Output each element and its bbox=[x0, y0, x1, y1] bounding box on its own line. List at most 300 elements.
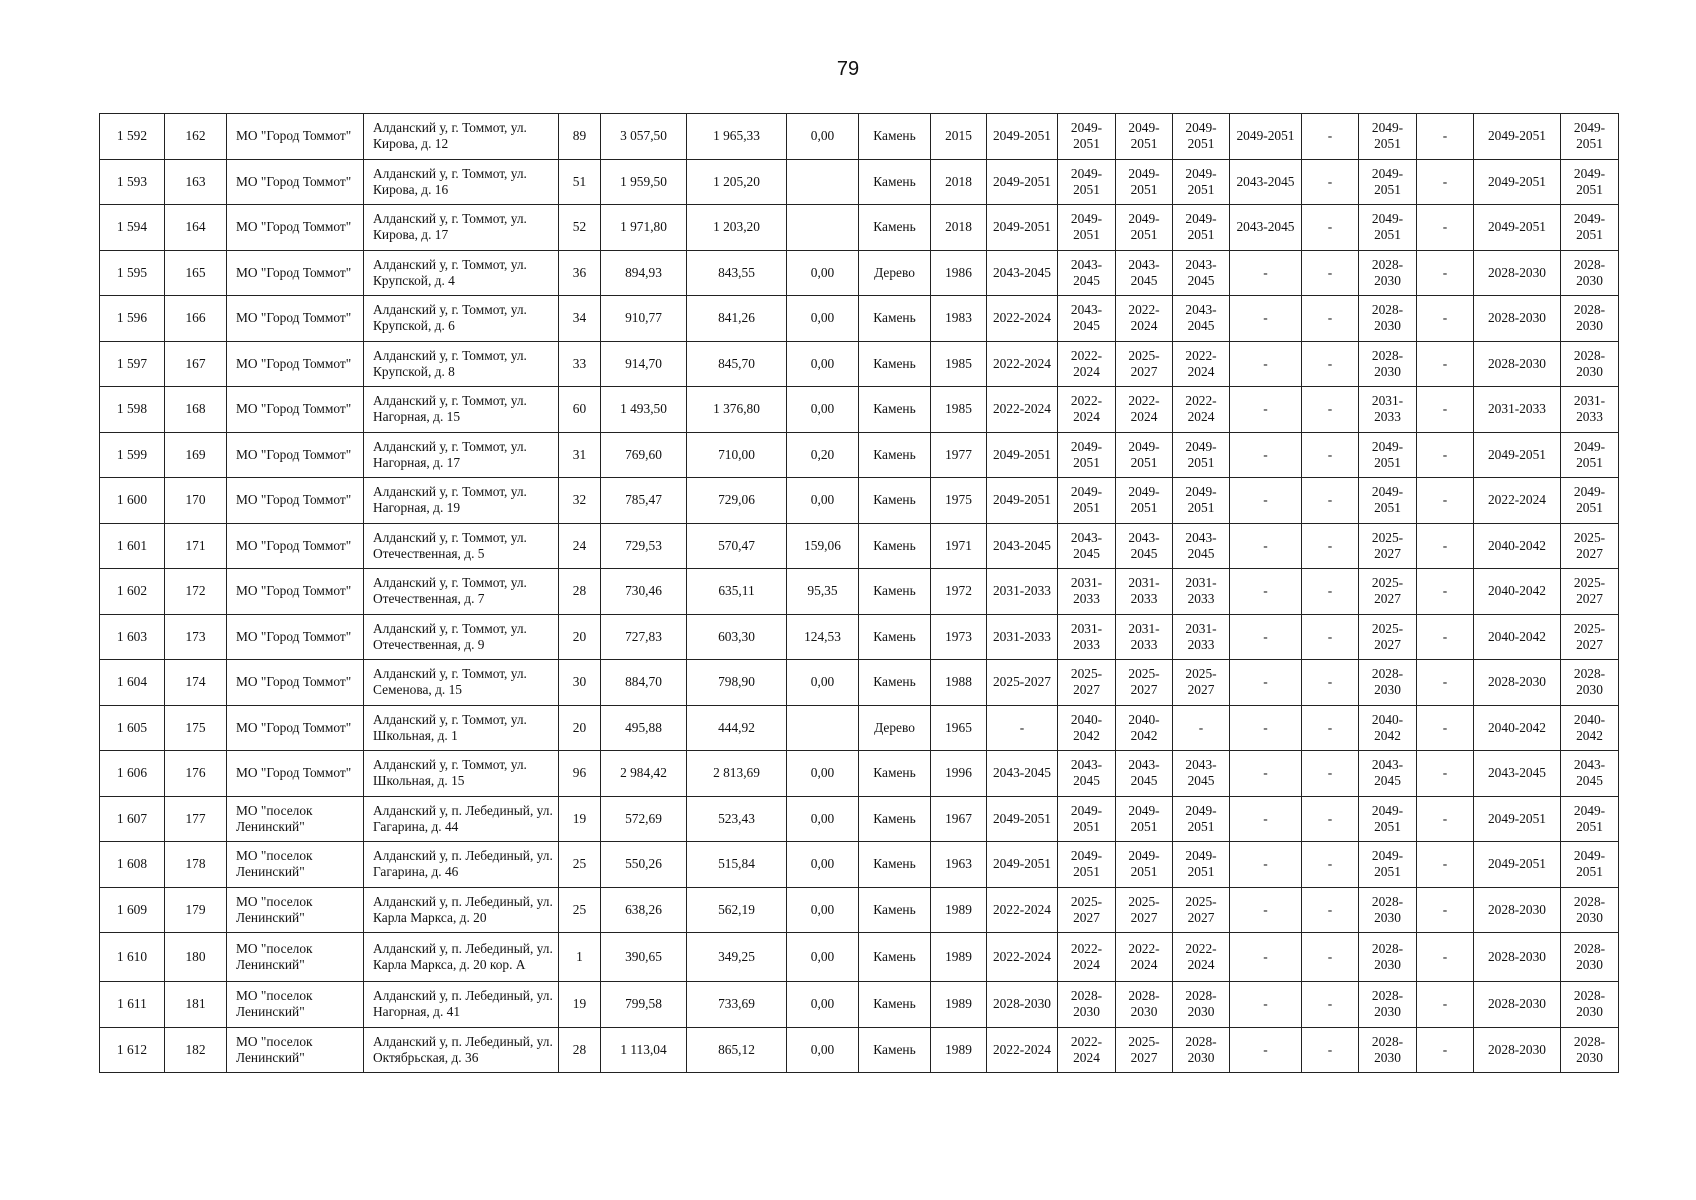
cell-row-total-number: 1 593 bbox=[100, 159, 165, 205]
cell-living-area: 444,92 bbox=[687, 705, 787, 751]
cell-period-3: 2031-2033 bbox=[1116, 569, 1173, 615]
cell-living-area: 562,19 bbox=[687, 887, 787, 933]
cell-municipality-name: МО "Город Томмот" bbox=[227, 751, 364, 797]
cell-period-4: 2022-2024 bbox=[1173, 341, 1230, 387]
cell-period-2: 2025-2027 bbox=[1058, 887, 1116, 933]
cell-row-local-number: 181 bbox=[165, 982, 227, 1028]
cell-period-7: 2028-2030 bbox=[1359, 250, 1417, 296]
table-row bbox=[100, 523, 1619, 569]
cell-row-local-number: 163 bbox=[165, 159, 227, 205]
cell-year-built: 1983 bbox=[931, 296, 987, 342]
cell-period-7: 2049-2051 bbox=[1359, 796, 1417, 842]
cell-period-8: - bbox=[1417, 614, 1474, 660]
cell-period-1: 2049-2051 bbox=[987, 205, 1058, 251]
cell-living-area: 515,84 bbox=[687, 842, 787, 888]
cell-period-5: - bbox=[1230, 296, 1302, 342]
cell-period-8: - bbox=[1417, 887, 1474, 933]
table-row bbox=[100, 250, 1619, 296]
cell-municipality-name: МО "Город Томмот" bbox=[227, 660, 364, 706]
cell-period-7: 2043-2045 bbox=[1359, 751, 1417, 797]
cell-total-area: 785,47 bbox=[601, 478, 687, 524]
cell-residents: 28 bbox=[559, 1027, 601, 1073]
cell-municipality-name: МО "поселок Ленинский" bbox=[227, 982, 364, 1028]
cell-period-3: 2025-2027 bbox=[1116, 887, 1173, 933]
cell-row-local-number: 177 bbox=[165, 796, 227, 842]
table-row bbox=[100, 569, 1619, 615]
cell-year-built: 2018 bbox=[931, 205, 987, 251]
cell-wall-material: Камень bbox=[859, 296, 931, 342]
cell-living-area: 865,12 bbox=[687, 1027, 787, 1073]
cell-period-6: - bbox=[1302, 114, 1359, 160]
cell-period-3: 2022-2024 bbox=[1116, 933, 1173, 982]
cell-period-9: 2028-2030 bbox=[1474, 933, 1561, 982]
cell-period-6: - bbox=[1302, 751, 1359, 797]
cell-period-1: 2028-2030 bbox=[987, 982, 1058, 1028]
cell-period-2: 2028-2030 bbox=[1058, 982, 1116, 1028]
cell-period-5: 2049-2051 bbox=[1230, 114, 1302, 160]
cell-total-area: 727,83 bbox=[601, 614, 687, 660]
cell-period-2: 2031-2033 bbox=[1058, 569, 1116, 615]
cell-period-1: 2043-2045 bbox=[987, 751, 1058, 797]
cell-year-built: 1985 bbox=[931, 341, 987, 387]
cell-address: Алданский у, г. Томмот, ул. Нагорная, д. 17 bbox=[364, 432, 559, 478]
cell-row-local-number: 166 bbox=[165, 296, 227, 342]
cell-living-area: 733,69 bbox=[687, 982, 787, 1028]
cell-period-4: 2031-2033 bbox=[1173, 614, 1230, 660]
cell-row-local-number: 173 bbox=[165, 614, 227, 660]
cell-period-5: - bbox=[1230, 523, 1302, 569]
cell-period-1: 2022-2024 bbox=[987, 1027, 1058, 1073]
cell-period-9: 2049-2051 bbox=[1474, 432, 1561, 478]
cell-year-built: 1973 bbox=[931, 614, 987, 660]
cell-wall-material: Камень bbox=[859, 842, 931, 888]
cell-period-3: 2022-2024 bbox=[1116, 387, 1173, 433]
table-row bbox=[100, 751, 1619, 797]
cell-period-2: 2049-2051 bbox=[1058, 114, 1116, 160]
cell-year-built: 1986 bbox=[931, 250, 987, 296]
cell-period-8: - bbox=[1417, 250, 1474, 296]
cell-living-area: 1 376,80 bbox=[687, 387, 787, 433]
cell-row-local-number: 182 bbox=[165, 1027, 227, 1073]
cell-period-9: 2028-2030 bbox=[1474, 1027, 1561, 1073]
cell-period-6: - bbox=[1302, 1027, 1359, 1073]
cell-period-4: 2049-2051 bbox=[1173, 114, 1230, 160]
cell-total-area: 729,53 bbox=[601, 523, 687, 569]
cell-period-6: - bbox=[1302, 296, 1359, 342]
cell-area-value: 0,00 bbox=[787, 887, 859, 933]
cell-period-10: 2031-2033 bbox=[1561, 387, 1619, 433]
cell-address: Алданский у, г. Томмот, ул. Отечественная, д. 9 bbox=[364, 614, 559, 660]
table-row bbox=[100, 660, 1619, 706]
cell-area-value: 159,06 bbox=[787, 523, 859, 569]
cell-period-3: 2043-2045 bbox=[1116, 523, 1173, 569]
cell-total-area: 572,69 bbox=[601, 796, 687, 842]
cell-wall-material: Дерево bbox=[859, 705, 931, 751]
cell-period-4: 2049-2051 bbox=[1173, 159, 1230, 205]
cell-municipality-name: МО "Город Томмот" bbox=[227, 159, 364, 205]
cell-year-built: 1963 bbox=[931, 842, 987, 888]
cell-municipality-name: МО "Город Томмот" bbox=[227, 250, 364, 296]
cell-area-value: 0,00 bbox=[787, 751, 859, 797]
cell-period-8: - bbox=[1417, 842, 1474, 888]
cell-period-1: 2049-2051 bbox=[987, 478, 1058, 524]
cell-area-value: 0,00 bbox=[787, 796, 859, 842]
cell-period-8: - bbox=[1417, 296, 1474, 342]
cell-residents: 89 bbox=[559, 114, 601, 160]
cell-period-2: 2043-2045 bbox=[1058, 751, 1116, 797]
cell-period-10: 2025-2027 bbox=[1561, 614, 1619, 660]
cell-row-total-number: 1 611 bbox=[100, 982, 165, 1028]
cell-period-7: 2049-2051 bbox=[1359, 478, 1417, 524]
cell-period-7: 2028-2030 bbox=[1359, 341, 1417, 387]
cell-period-6: - bbox=[1302, 250, 1359, 296]
cell-row-local-number: 170 bbox=[165, 478, 227, 524]
cell-residents: 52 bbox=[559, 205, 601, 251]
cell-period-8: - bbox=[1417, 751, 1474, 797]
cell-total-area: 550,26 bbox=[601, 842, 687, 888]
cell-municipality-name: МО "Город Томмот" bbox=[227, 341, 364, 387]
table-row bbox=[100, 1027, 1619, 1073]
cell-period-1: 2022-2024 bbox=[987, 887, 1058, 933]
cell-period-3: 2028-2030 bbox=[1116, 982, 1173, 1028]
cell-period-5: - bbox=[1230, 432, 1302, 478]
cell-period-2: 2043-2045 bbox=[1058, 296, 1116, 342]
table-row bbox=[100, 842, 1619, 888]
cell-period-8: - bbox=[1417, 705, 1474, 751]
cell-address: Алданский у, г. Томмот, ул. Отечественная, д. 5 bbox=[364, 523, 559, 569]
table-row bbox=[100, 432, 1619, 478]
cell-period-8: - bbox=[1417, 569, 1474, 615]
cell-year-built: 1989 bbox=[931, 933, 987, 982]
cell-period-2: 2049-2051 bbox=[1058, 159, 1116, 205]
cell-wall-material: Камень bbox=[859, 569, 931, 615]
cell-living-area: 523,43 bbox=[687, 796, 787, 842]
cell-period-5: - bbox=[1230, 1027, 1302, 1073]
cell-total-area: 1 971,80 bbox=[601, 205, 687, 251]
cell-period-9: 2040-2042 bbox=[1474, 614, 1561, 660]
table-row bbox=[100, 887, 1619, 933]
cell-period-8: - bbox=[1417, 933, 1474, 982]
cell-area-value bbox=[787, 159, 859, 205]
cell-period-1: 2049-2051 bbox=[987, 842, 1058, 888]
cell-total-area: 730,46 bbox=[601, 569, 687, 615]
cell-year-built: 1965 bbox=[931, 705, 987, 751]
cell-address: Алданский у, г. Томмот, ул. Кирова, д. 16 bbox=[364, 159, 559, 205]
cell-row-total-number: 1 605 bbox=[100, 705, 165, 751]
cell-residents: 28 bbox=[559, 569, 601, 615]
cell-period-1: 2025-2027 bbox=[987, 660, 1058, 706]
cell-wall-material: Камень bbox=[859, 614, 931, 660]
cell-period-7: 2049-2051 bbox=[1359, 205, 1417, 251]
cell-municipality-name: МО "поселок Ленинский" bbox=[227, 842, 364, 888]
cell-total-area: 1 959,50 bbox=[601, 159, 687, 205]
table-row bbox=[100, 387, 1619, 433]
cell-living-area: 349,25 bbox=[687, 933, 787, 982]
cell-row-total-number: 1 598 bbox=[100, 387, 165, 433]
cell-period-5: - bbox=[1230, 341, 1302, 387]
cell-period-10: 2049-2051 bbox=[1561, 842, 1619, 888]
table-row bbox=[100, 796, 1619, 842]
table-row bbox=[100, 114, 1619, 160]
cell-area-value: 0,00 bbox=[787, 660, 859, 706]
cell-area-value: 124,53 bbox=[787, 614, 859, 660]
cell-period-9: 2028-2030 bbox=[1474, 887, 1561, 933]
cell-address: Алданский у, п. Лебединый, ул. Гагарина, д. 44 bbox=[364, 796, 559, 842]
cell-area-value: 0,00 bbox=[787, 933, 859, 982]
cell-residents: 32 bbox=[559, 478, 601, 524]
cell-period-3: 2043-2045 bbox=[1116, 751, 1173, 797]
cell-row-total-number: 1 608 bbox=[100, 842, 165, 888]
cell-period-2: 2025-2027 bbox=[1058, 660, 1116, 706]
cell-area-value: 95,35 bbox=[787, 569, 859, 615]
cell-period-2: 2049-2051 bbox=[1058, 796, 1116, 842]
cell-period-7: 2049-2051 bbox=[1359, 842, 1417, 888]
cell-row-total-number: 1 607 bbox=[100, 796, 165, 842]
cell-period-4: 2049-2051 bbox=[1173, 478, 1230, 524]
cell-period-10: 2028-2030 bbox=[1561, 933, 1619, 982]
cell-period-2: 2040-2042 bbox=[1058, 705, 1116, 751]
cell-period-4: 2028-2030 bbox=[1173, 1027, 1230, 1073]
cell-residents: 96 bbox=[559, 751, 601, 797]
cell-period-5: - bbox=[1230, 387, 1302, 433]
cell-period-3: 2031-2033 bbox=[1116, 614, 1173, 660]
cell-row-local-number: 176 bbox=[165, 751, 227, 797]
cell-period-3: 2049-2051 bbox=[1116, 796, 1173, 842]
cell-period-6: - bbox=[1302, 387, 1359, 433]
cell-period-3: 2022-2024 bbox=[1116, 296, 1173, 342]
cell-period-9: 2049-2051 bbox=[1474, 114, 1561, 160]
cell-residents: 20 bbox=[559, 614, 601, 660]
cell-residents: 19 bbox=[559, 982, 601, 1028]
cell-living-area: 2 813,69 bbox=[687, 751, 787, 797]
cell-wall-material: Камень bbox=[859, 751, 931, 797]
cell-period-7: 2028-2030 bbox=[1359, 1027, 1417, 1073]
cell-period-5: - bbox=[1230, 250, 1302, 296]
cell-row-local-number: 174 bbox=[165, 660, 227, 706]
cell-area-value: 0,00 bbox=[787, 1027, 859, 1073]
cell-address: Алданский у, г. Томмот, ул. Крупской, д. 6 bbox=[364, 296, 559, 342]
cell-period-8: - bbox=[1417, 387, 1474, 433]
cell-period-2: 2022-2024 bbox=[1058, 933, 1116, 982]
cell-period-10: 2049-2051 bbox=[1561, 159, 1619, 205]
cell-year-built: 1975 bbox=[931, 478, 987, 524]
cell-period-6: - bbox=[1302, 842, 1359, 888]
cell-area-value: 0,20 bbox=[787, 432, 859, 478]
cell-row-total-number: 1 612 bbox=[100, 1027, 165, 1073]
housing-registry-table bbox=[99, 113, 1619, 1073]
table-row bbox=[100, 705, 1619, 751]
cell-period-1: 2043-2045 bbox=[987, 250, 1058, 296]
cell-period-6: - bbox=[1302, 933, 1359, 982]
cell-period-4: 2025-2027 bbox=[1173, 887, 1230, 933]
cell-period-1: 2043-2045 bbox=[987, 523, 1058, 569]
page-number: 79 bbox=[836, 58, 860, 80]
cell-residents: 60 bbox=[559, 387, 601, 433]
cell-period-3: 2025-2027 bbox=[1116, 1027, 1173, 1073]
cell-period-8: - bbox=[1417, 660, 1474, 706]
cell-period-7: 2028-2030 bbox=[1359, 982, 1417, 1028]
cell-period-6: - bbox=[1302, 569, 1359, 615]
cell-period-4: 2022-2024 bbox=[1173, 933, 1230, 982]
cell-area-value: 0,00 bbox=[787, 478, 859, 524]
cell-period-9: 2049-2051 bbox=[1474, 205, 1561, 251]
cell-municipality-name: МО "Город Томмот" bbox=[227, 478, 364, 524]
cell-row-total-number: 1 610 bbox=[100, 933, 165, 982]
cell-period-10: 2028-2030 bbox=[1561, 296, 1619, 342]
cell-period-1: 2031-2033 bbox=[987, 614, 1058, 660]
cell-period-3: 2049-2051 bbox=[1116, 842, 1173, 888]
cell-period-7: 2049-2051 bbox=[1359, 159, 1417, 205]
cell-wall-material: Камень bbox=[859, 887, 931, 933]
cell-period-9: 2040-2042 bbox=[1474, 569, 1561, 615]
cell-row-total-number: 1 594 bbox=[100, 205, 165, 251]
cell-period-10: 2049-2051 bbox=[1561, 796, 1619, 842]
cell-address: Алданский у, п. Лебединый, ул. Гагарина, д. 46 bbox=[364, 842, 559, 888]
cell-total-area: 914,70 bbox=[601, 341, 687, 387]
cell-wall-material: Камень bbox=[859, 205, 931, 251]
cell-period-10: 2049-2051 bbox=[1561, 478, 1619, 524]
cell-period-3: 2025-2027 bbox=[1116, 660, 1173, 706]
cell-living-area: 729,06 bbox=[687, 478, 787, 524]
cell-period-7: 2031-2033 bbox=[1359, 387, 1417, 433]
cell-period-6: - bbox=[1302, 796, 1359, 842]
cell-year-built: 1985 bbox=[931, 387, 987, 433]
cell-period-3: 2049-2051 bbox=[1116, 205, 1173, 251]
cell-row-local-number: 164 bbox=[165, 205, 227, 251]
cell-year-built: 1989 bbox=[931, 1027, 987, 1073]
cell-period-5: - bbox=[1230, 705, 1302, 751]
cell-period-6: - bbox=[1302, 887, 1359, 933]
cell-period-8: - bbox=[1417, 1027, 1474, 1073]
cell-row-total-number: 1 604 bbox=[100, 660, 165, 706]
cell-residents: 30 bbox=[559, 660, 601, 706]
cell-residents: 31 bbox=[559, 432, 601, 478]
cell-period-10: 2049-2051 bbox=[1561, 114, 1619, 160]
cell-period-4: 2043-2045 bbox=[1173, 751, 1230, 797]
cell-row-local-number: 179 bbox=[165, 887, 227, 933]
cell-residents: 20 bbox=[559, 705, 601, 751]
cell-address: Алданский у, г. Томмот, ул. Крупской, д. 4 bbox=[364, 250, 559, 296]
cell-total-area: 884,70 bbox=[601, 660, 687, 706]
cell-wall-material: Камень bbox=[859, 933, 931, 982]
cell-period-4: 2022-2024 bbox=[1173, 387, 1230, 433]
cell-address: Алданский у, г. Томмот, ул. Школьная, д. 15 bbox=[364, 751, 559, 797]
cell-address: Алданский у, г. Томмот, ул. Семенова, д. 15 bbox=[364, 660, 559, 706]
cell-period-9: 2028-2030 bbox=[1474, 250, 1561, 296]
cell-wall-material: Камень bbox=[859, 159, 931, 205]
cell-living-area: 1 965,33 bbox=[687, 114, 787, 160]
cell-period-2: 2049-2051 bbox=[1058, 432, 1116, 478]
cell-period-1: 2022-2024 bbox=[987, 387, 1058, 433]
cell-period-1: 2049-2051 bbox=[987, 114, 1058, 160]
cell-period-9: 2040-2042 bbox=[1474, 523, 1561, 569]
cell-period-3: 2043-2045 bbox=[1116, 250, 1173, 296]
cell-residents: 36 bbox=[559, 250, 601, 296]
cell-row-total-number: 1 596 bbox=[100, 296, 165, 342]
cell-period-4: 2049-2051 bbox=[1173, 432, 1230, 478]
cell-period-7: 2025-2027 bbox=[1359, 569, 1417, 615]
cell-year-built: 1972 bbox=[931, 569, 987, 615]
cell-period-7: 2028-2030 bbox=[1359, 887, 1417, 933]
cell-period-4: 2043-2045 bbox=[1173, 296, 1230, 342]
cell-period-10: 2028-2030 bbox=[1561, 341, 1619, 387]
cell-period-5: 2043-2045 bbox=[1230, 159, 1302, 205]
cell-period-7: 2040-2042 bbox=[1359, 705, 1417, 751]
cell-period-6: - bbox=[1302, 159, 1359, 205]
cell-period-9: 2022-2024 bbox=[1474, 478, 1561, 524]
cell-residents: 51 bbox=[559, 159, 601, 205]
cell-period-10: 2028-2030 bbox=[1561, 982, 1619, 1028]
cell-year-built: 1989 bbox=[931, 887, 987, 933]
cell-period-1: 2049-2051 bbox=[987, 159, 1058, 205]
cell-period-9: 2049-2051 bbox=[1474, 159, 1561, 205]
cell-living-area: 1 203,20 bbox=[687, 205, 787, 251]
cell-address: Алданский у, г. Томмот, ул. Школьная, д. 1 bbox=[364, 705, 559, 751]
cell-living-area: 635,11 bbox=[687, 569, 787, 615]
cell-period-6: - bbox=[1302, 432, 1359, 478]
cell-period-8: - bbox=[1417, 796, 1474, 842]
table-row bbox=[100, 205, 1619, 251]
cell-period-8: - bbox=[1417, 523, 1474, 569]
cell-period-5: - bbox=[1230, 660, 1302, 706]
cell-period-1: 2049-2051 bbox=[987, 432, 1058, 478]
cell-year-built: 1971 bbox=[931, 523, 987, 569]
cell-row-local-number: 180 bbox=[165, 933, 227, 982]
cell-municipality-name: МО "поселок Ленинский" bbox=[227, 1027, 364, 1073]
table-row bbox=[100, 982, 1619, 1028]
cell-total-area: 1 113,04 bbox=[601, 1027, 687, 1073]
cell-period-6: - bbox=[1302, 982, 1359, 1028]
cell-address: Алданский у, п. Лебединый, ул. Карла Маркса, д. 20 bbox=[364, 887, 559, 933]
cell-period-10: 2049-2051 bbox=[1561, 432, 1619, 478]
cell-period-10: 2049-2051 bbox=[1561, 205, 1619, 251]
cell-period-5: - bbox=[1230, 887, 1302, 933]
cell-address: Алданский у, п. Лебединый, ул. Октябрьская, д. 36 bbox=[364, 1027, 559, 1073]
cell-total-area: 799,58 bbox=[601, 982, 687, 1028]
cell-period-6: - bbox=[1302, 478, 1359, 524]
cell-wall-material: Камень bbox=[859, 478, 931, 524]
cell-row-total-number: 1 592 bbox=[100, 114, 165, 160]
cell-period-10: 2028-2030 bbox=[1561, 660, 1619, 706]
cell-period-3: 2040-2042 bbox=[1116, 705, 1173, 751]
cell-total-area: 894,93 bbox=[601, 250, 687, 296]
cell-row-local-number: 175 bbox=[165, 705, 227, 751]
cell-period-10: 2043-2045 bbox=[1561, 751, 1619, 797]
cell-total-area: 390,65 bbox=[601, 933, 687, 982]
cell-period-6: - bbox=[1302, 614, 1359, 660]
cell-period-4: 2049-2051 bbox=[1173, 205, 1230, 251]
table-body bbox=[100, 114, 1619, 1073]
cell-period-2: 2043-2045 bbox=[1058, 250, 1116, 296]
cell-period-6: - bbox=[1302, 705, 1359, 751]
cell-period-2: 2043-2045 bbox=[1058, 523, 1116, 569]
cell-period-8: - bbox=[1417, 341, 1474, 387]
cell-period-4: 2043-2045 bbox=[1173, 523, 1230, 569]
cell-period-5: - bbox=[1230, 796, 1302, 842]
cell-row-local-number: 172 bbox=[165, 569, 227, 615]
cell-period-1: 2049-2051 bbox=[987, 796, 1058, 842]
cell-address: Алданский у, п. Лебединый, ул. Нагорная, д. 41 bbox=[364, 982, 559, 1028]
cell-period-1: 2022-2024 bbox=[987, 341, 1058, 387]
cell-period-5: - bbox=[1230, 478, 1302, 524]
cell-period-8: - bbox=[1417, 205, 1474, 251]
cell-municipality-name: МО "Город Томмот" bbox=[227, 387, 364, 433]
cell-period-4: 2028-2030 bbox=[1173, 982, 1230, 1028]
cell-year-built: 1996 bbox=[931, 751, 987, 797]
cell-period-3: 2049-2051 bbox=[1116, 114, 1173, 160]
cell-wall-material: Камень bbox=[859, 796, 931, 842]
cell-row-total-number: 1 602 bbox=[100, 569, 165, 615]
